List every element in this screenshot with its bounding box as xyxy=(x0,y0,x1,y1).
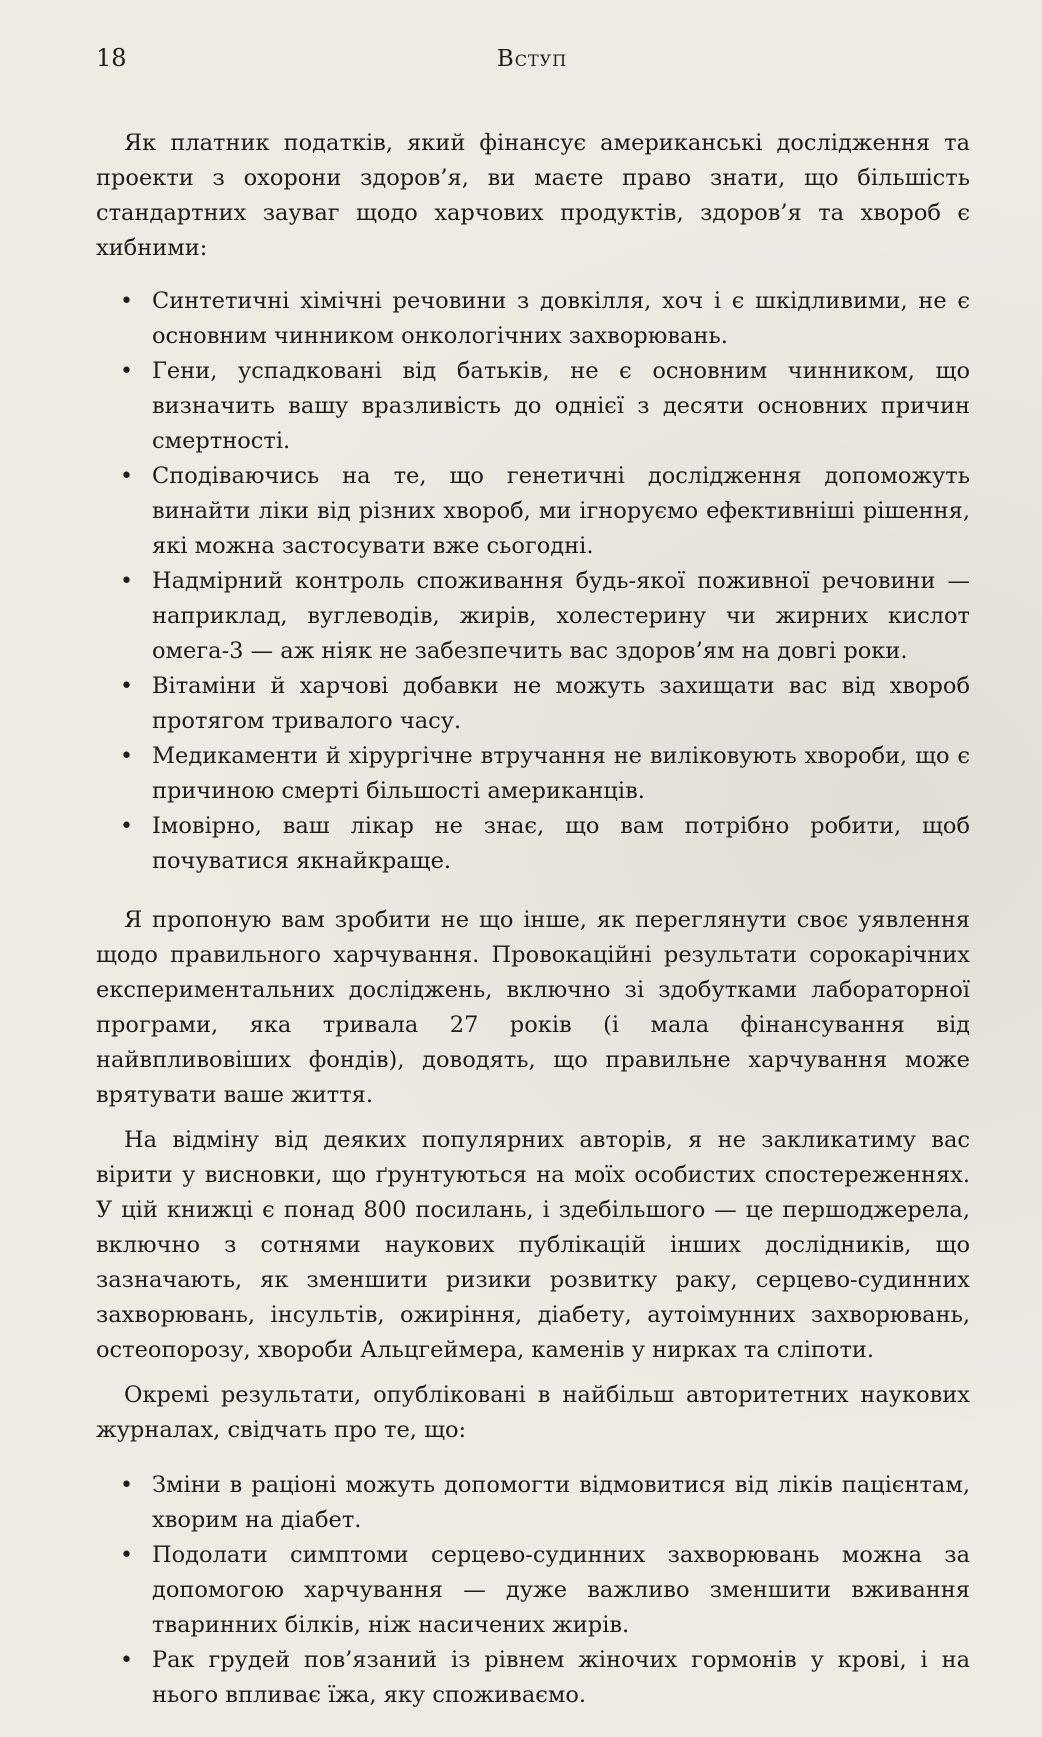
bullet-icon: • xyxy=(120,464,133,489)
bullet-list-2 xyxy=(96,1468,970,1713)
body-paragraph: Я пропоную вам зробити не що інше, як переглянути своє уявлення щодо правильного харчування. Провокаційні результати сорокарічних експериментальних досліджень, включно зі здобутками лабораторної програми, яка тривала 27 років (і мала фінансування від найвпливовіших фондів), доводять, що правильне харчування може врятувати ваше життя. xyxy=(96,907,970,1108)
page-header xyxy=(96,44,968,80)
list-item: • Синтетичні хімічні речовини з довкілля, хоч і є шкідливими, не є основним чинником онкологічних захворювань. xyxy=(96,284,970,354)
bullet-icon: • xyxy=(120,359,133,384)
list-item: • Гени, успадковані від батьків, не є основним чинником, що визначить вашу вразливість до однієї з десяти основних причин смертності. xyxy=(96,354,970,459)
list-item: • Надмірний контроль споживання будь-якої поживної речовини — наприклад, вуглеводів, жирів, холестерину чи жирних кислот омега-3 — аж ніяк не забезпечить вас здоров’ям на довгі роки. xyxy=(96,564,970,669)
intro-paragraph: Як платник податків, який фінансує американські дослідження та проекти з охорони здоров’я, ви маєте право знати, що більшість стандартних зауваг щодо харчових продуктів, здоров’я та хвороб є хибними: xyxy=(96,130,970,261)
list-item: • Медикаменти й хірургічне втручання не виліковують хвороби, що є причиною смерті більшості американців. xyxy=(96,739,970,809)
page-number: 18 xyxy=(96,44,127,72)
running-title: Вступ xyxy=(496,46,568,72)
bullet-icon: • xyxy=(120,814,133,839)
bullet-icon: • xyxy=(120,1473,133,1498)
bullet-icon: • xyxy=(120,289,133,314)
body-paragraph: На відміну від деяких популярних авторів, я не закликатиму вас вірити у висновки, що ґрунтуються на моїх особистих спостереженнях. У цій книжці є понад 800 посилань, і здебільшого — це першоджерела, включно з сотнями наукових публікацій інших дослідників, що зазначають, як зменшити ризики розвитку раку, серцево-судинних захворювань, інсультів, ожиріння, діабету, аутоімунних захворювань, остеопорозу, хвороби Альцгеймера, каменів у нирках та сліпоти. xyxy=(96,1127,970,1363)
list-item: • Зміни в раціоні можуть допомогти відмовитися від ліків пацієнтам, хворим на діабет. xyxy=(96,1468,970,1538)
bullet-icon: • xyxy=(120,1648,133,1673)
list-item: • Рак грудей пов’язаний із рівнем жіночих гормонів у крові, і на нього впливає їжа, яку споживаємо. xyxy=(96,1643,970,1713)
list-item: • Сподіваючись на те, що генетичні дослідження допоможуть винайти ліки від різних хвороб, ми ігноруємо ефективніші рішення, які можна застосувати вже сьогодні. xyxy=(96,459,970,564)
list-item: • Вітаміни й харчові добавки не можуть захищати вас від хвороб протягом тривалого часу. xyxy=(96,669,970,739)
list-item: • Подолати симптоми серцево-судинних захворювань можна за допомогою харчування — дуже важливо зменшити вживання тваринних білків, ніж насичених жирів. xyxy=(96,1538,970,1643)
body-paragraph: Окремі результати, опубліковані в найбільш авторитетних наукових журналах, свідчать про те, що: xyxy=(96,1382,970,1443)
list-item: • Імовірно, ваш лікар не знає, що вам потрібно робити, щоб почуватися якнайкраще. xyxy=(96,809,970,879)
bullet-icon: • xyxy=(120,569,133,594)
bullet-icon: • xyxy=(120,744,133,769)
bullet-list-1 xyxy=(96,284,970,879)
bullet-icon: • xyxy=(120,1543,133,1568)
page-body xyxy=(96,126,970,1737)
bullet-icon: • xyxy=(120,674,133,699)
